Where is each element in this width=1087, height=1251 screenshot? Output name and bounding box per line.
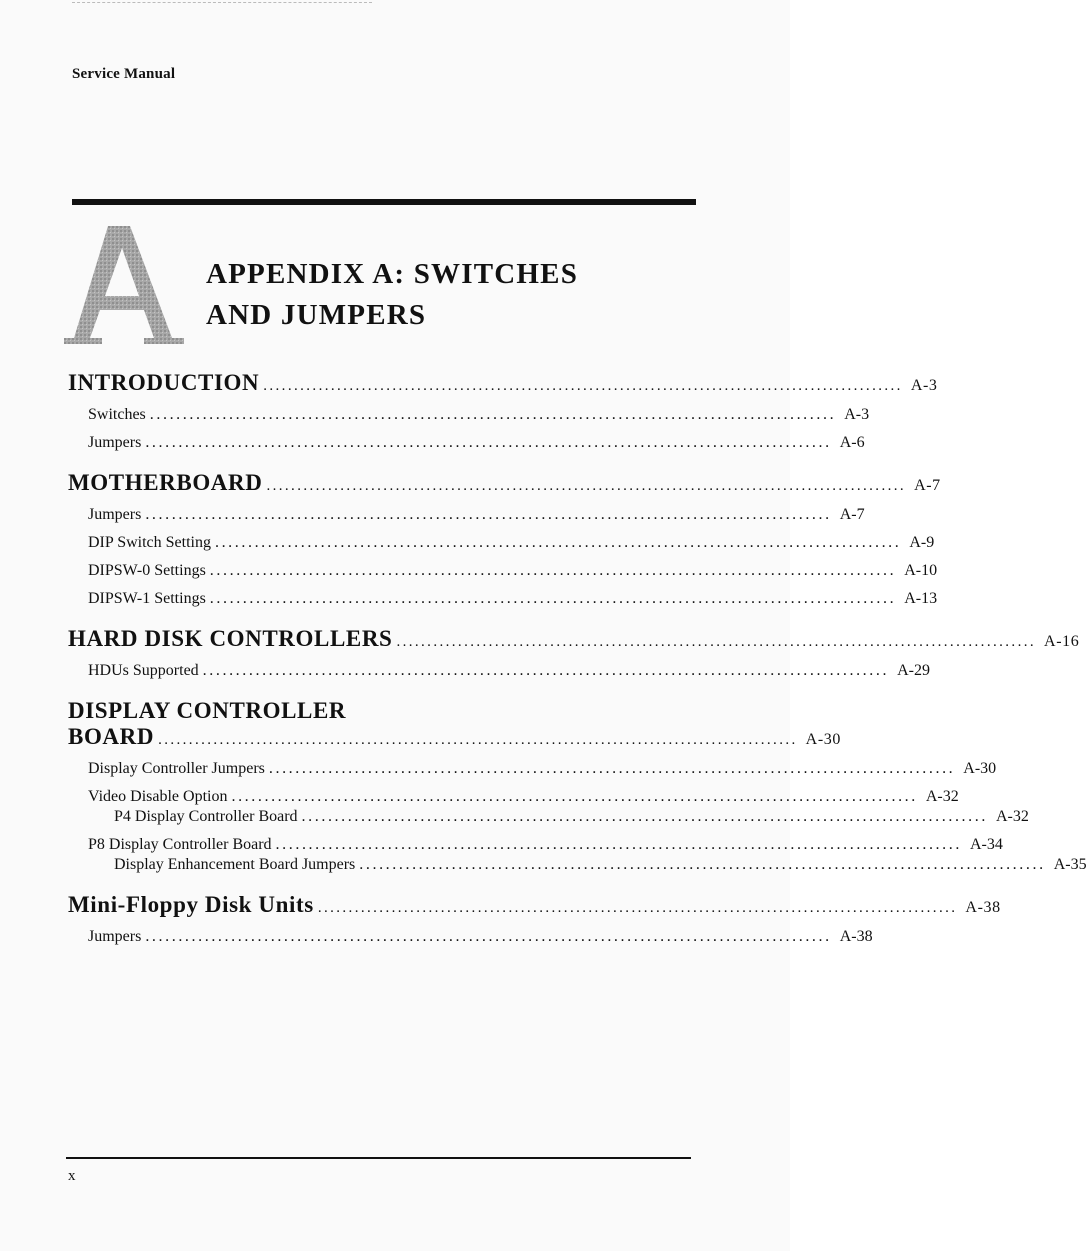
- table-of-contents: [68, 370, 1087, 946]
- toc-leader: ........................................................................................................: [145, 928, 832, 945]
- toc-entry-jumpers-floppy[interactable]: [68, 928, 873, 946]
- toc-leader: ........................................................................................................: [301, 808, 988, 825]
- bottom-rule: [66, 1157, 691, 1159]
- toc-label: P4 Display Controller Board: [114, 808, 298, 825]
- toc-page: A-3: [910, 377, 938, 394]
- toc-entry-p4-board[interactable]: [68, 808, 1029, 826]
- toc-leader: ........................................................................................................: [209, 562, 897, 579]
- toc-leader: ........................................................................................................: [263, 378, 903, 394]
- toc-label: Jumpers: [88, 506, 142, 523]
- toc-page: A-6: [839, 434, 865, 451]
- chapter-title-line-2: AND JUMPERS: [206, 299, 427, 331]
- toc-label: Display Controller Jumpers: [88, 760, 265, 777]
- page-folio: x: [68, 1168, 76, 1184]
- toc-label: HDUs Supported: [88, 662, 199, 679]
- toc-page: A-7: [839, 506, 865, 523]
- top-rule: [72, 199, 696, 205]
- toc-label: Display Enhancement Board Jumpers: [114, 856, 356, 873]
- scan-artifact: [72, 2, 372, 7]
- toc-entry-switches[interactable]: [68, 406, 870, 424]
- toc-page: A-32: [925, 788, 959, 805]
- toc-label: Mini-Floppy Disk Units: [68, 892, 314, 917]
- toc-page: A-10: [904, 562, 938, 579]
- toc-entry-hdus-supported[interactable]: [68, 662, 930, 680]
- toc-entry-introduction[interactable]: [68, 370, 938, 396]
- toc-label: Jumpers: [88, 928, 142, 945]
- chapter-title: [206, 254, 578, 336]
- toc-leader: ........................................................................................................: [266, 478, 907, 494]
- toc-leader: ........................................................................................................: [214, 534, 902, 551]
- toc-leader: ........................................................................................................: [317, 900, 958, 916]
- toc-label: Jumpers: [88, 434, 142, 451]
- toc-page: A-29: [897, 662, 930, 679]
- toc-leader: ........................................................................................................: [202, 662, 890, 679]
- toc-entry-motherboard[interactable]: [68, 470, 941, 496]
- toc-label: HARD DISK CONTROLLERS: [68, 626, 393, 651]
- toc-entry-display-controller-jumpers[interactable]: [68, 760, 997, 778]
- chapter-title-line-1: APPENDIX A: SWITCHES: [206, 258, 579, 290]
- toc-page: A-9: [909, 534, 935, 551]
- toc-label: INTRODUCTION: [68, 370, 260, 395]
- toc-page: A-32: [995, 808, 1029, 825]
- toc-page: A-30: [963, 760, 997, 777]
- toc-leader: ........................................................................................................: [145, 506, 832, 523]
- toc-label: DIPSW-1 Settings: [88, 590, 206, 607]
- toc-page: A-7: [914, 477, 941, 494]
- toc-label: Switches: [88, 406, 146, 423]
- toc-page: A-34: [969, 836, 1003, 853]
- toc-entry-dipsw0[interactable]: [68, 562, 938, 580]
- toc-page: A-3: [844, 406, 870, 423]
- toc-label: BOARD: [68, 724, 155, 749]
- toc-entry-dipsw1[interactable]: [68, 590, 938, 608]
- toc-entry-display-controller-line1[interactable]: DISPLAY CONTROLLER: [68, 698, 347, 723]
- toc-leader: ........................................................................................................: [145, 434, 832, 451]
- toc-leader: ........................................................................................................: [149, 406, 837, 423]
- toc-page: A-30: [805, 731, 841, 748]
- toc-entry-hard-disk-controllers[interactable]: [68, 626, 1080, 652]
- chapter-letter-icon: [60, 222, 190, 346]
- toc-leader: ........................................................................................................: [158, 732, 798, 748]
- toc-page: A-35: [1053, 856, 1087, 873]
- toc-entry-jumpers-motherboard[interactable]: [68, 506, 865, 524]
- toc-page: A-38: [965, 899, 1001, 916]
- toc-leader: ........................................................................................................: [231, 788, 918, 805]
- toc-label: MOTHERBOARD: [68, 470, 263, 495]
- toc-leader: ........................................................................................................: [359, 856, 1046, 873]
- toc-label: DIPSW-0 Settings: [88, 562, 206, 579]
- toc-page: A-16: [1044, 633, 1080, 650]
- toc-page: A-38: [839, 928, 873, 945]
- toc-entry-p8-board[interactable]: [68, 836, 1003, 854]
- toc-label: P8 Display Controller Board: [88, 836, 272, 853]
- toc-entry-dip-switch[interactable]: [68, 534, 935, 552]
- toc-entry-jumpers-intro[interactable]: [68, 434, 865, 452]
- toc-label: DIP Switch Setting: [88, 534, 211, 551]
- toc-leader: ........................................................................................................: [209, 590, 897, 607]
- toc-page: A-13: [904, 590, 938, 607]
- toc-entry-mini-floppy[interactable]: [68, 892, 1001, 918]
- toc-leader: ........................................................................................................: [268, 760, 956, 777]
- toc-leader: ........................................................................................................: [275, 836, 962, 853]
- toc-leader: ........................................................................................................: [396, 634, 1037, 650]
- toc-entry-display-enhancement[interactable]: [68, 856, 1087, 874]
- running-header: Service Manual: [72, 66, 176, 82]
- toc-entry-video-disable[interactable]: [68, 788, 959, 806]
- toc-label: Video Disable Option: [88, 788, 228, 805]
- toc-entry-display-controller-board[interactable]: [68, 724, 841, 750]
